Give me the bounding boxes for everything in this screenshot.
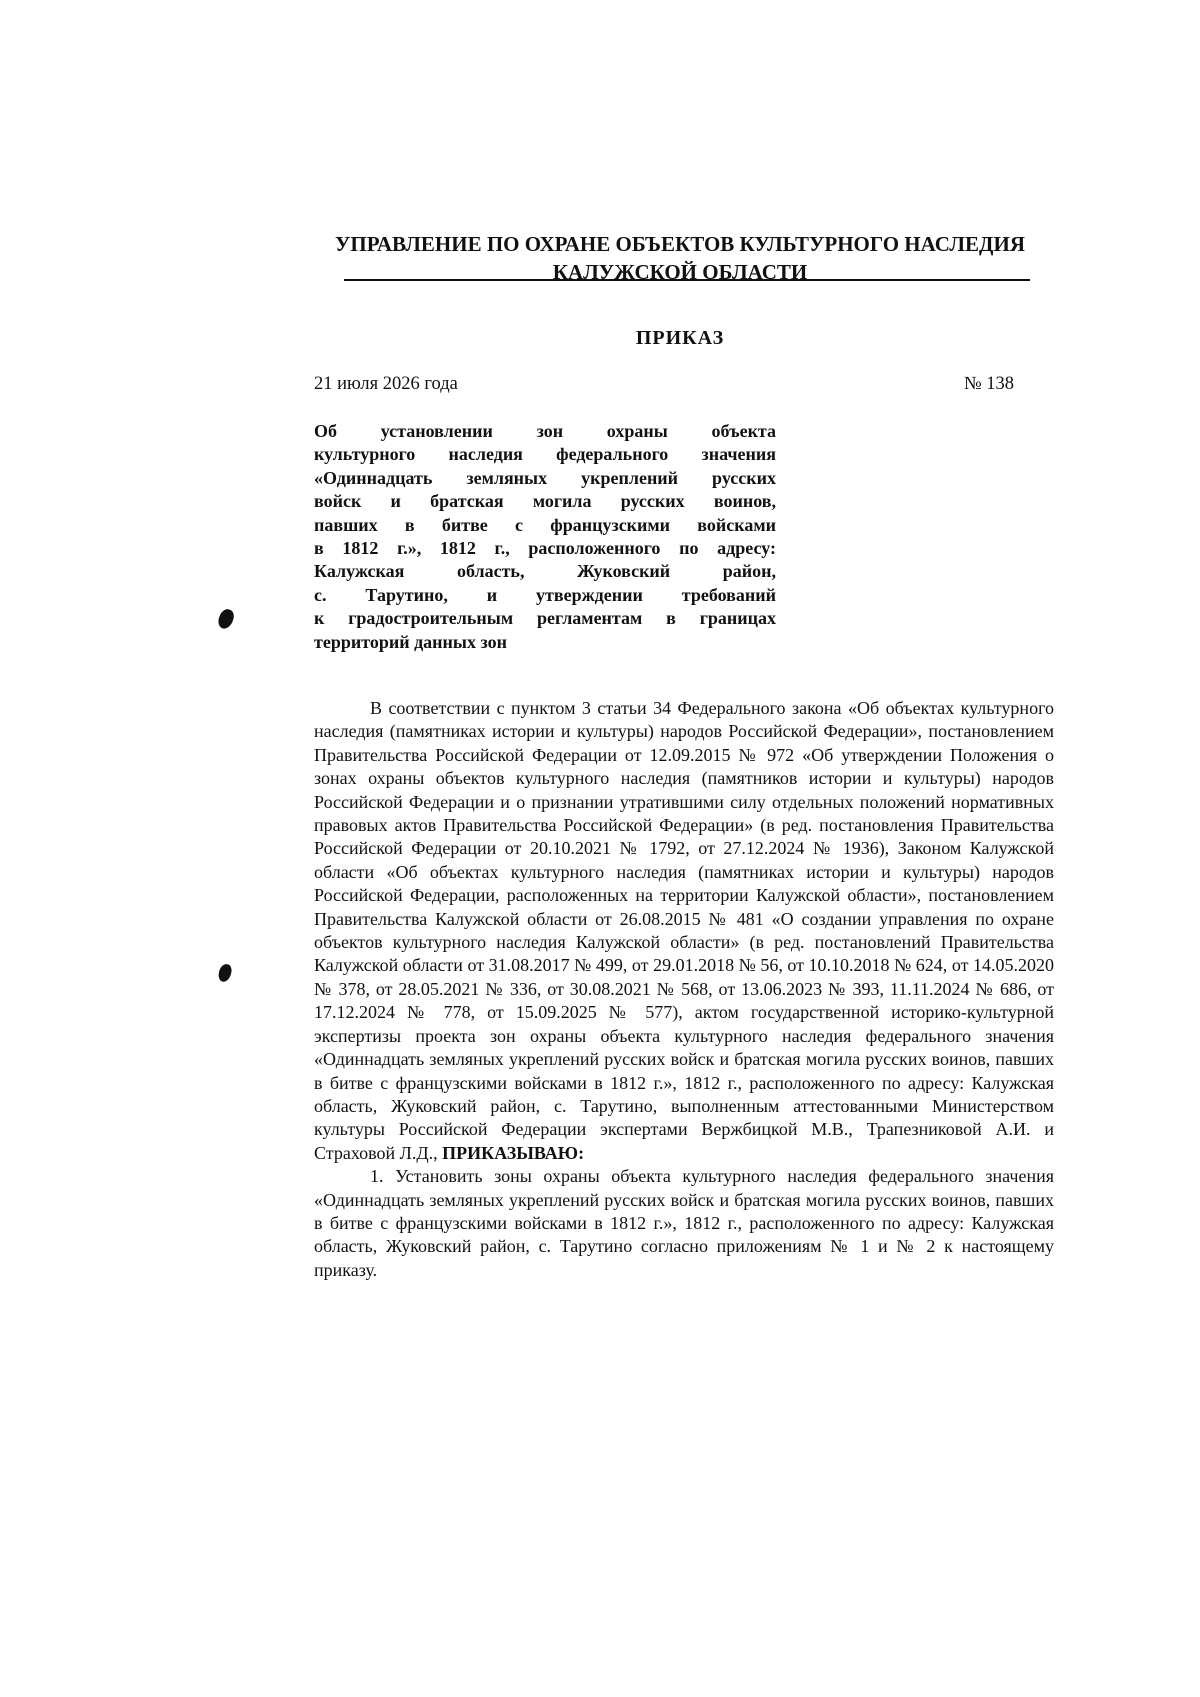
order-item-1: 1. Установить зоны охраны объекта культурного наследия федерального значения «Одиннадцать земляных укреплений русских войск и братская могила русских воинов, павших в битве с французскими войсками в 1812 г.», 1812 г., расположенного по адресу: Калужская область, Жуковский район, с. Тарутино согласно приложениям № 1 и № 2 к настоящему приказу. [314,1166,1054,1280]
order-word: ПРИКАЗЫВАЮ: [442,1142,585,1163]
punch-hole-mark [216,607,236,631]
document-date: 21 июля 2026 года [314,374,458,394]
preamble-paragraph [314,697,1054,1165]
subject-line: с. Тарутино, и утверждении требований [314,584,776,605]
authority-line-2: КАЛУЖСКОЙ ОБЛАСТИ [552,260,808,284]
subject-line: к градостроительным регламентам в границах [314,608,776,629]
subject-line: павших в битве с французскими войсками [314,514,776,535]
authority-line-1: УПРАВЛЕНИЕ ПО ОХРАНЕ ОБЪЕКТОВ КУЛЬТУРНОГО НАСЛЕДИЯ [335,232,1025,256]
document-number: № 138 [964,374,1015,394]
subject-line: войск и братская могила русских воинов, [314,491,776,512]
document-body [314,697,1054,1282]
preamble-text: В соответствии с пунктом 3 статьи 34 Федерального закона «Об объектах культурного наследия (памятниках истории и культуры) народов Российской Федерации», постановлением Правительства Российской Федерации от 12.09.2015 № 972 «Об утверждении Положения о зонах охраны объектов культурного наследия (памятников истории и культуры) народов Российской Федерации и о признании утратившими силу отдельных положений нормативных правовых актов Правительства Российской Федерации» (в ред. постановления Правительства Российской Федерации от 20.10.2021 № 1792, от 27.12.2024 № 1936), Законом Калужской области «Об объектах культурного наследия (памятниках истории и культуры) народов Российской Федерации, расположенных на территории Калужской области», постановлением Правительства Калужской области от 26.08.2015 № 481 «О создании управления по охране объектов культурного наследия Калужской области» (в ред. постановлений Правительства Калужской области от 31.08.2017 № 499, от 29.01.2018 № 56, от 10.10.2018 № 624, от 14.05.2020 № 378, от 28.05.2021 № 336, от 30.08.2021 № 568, от 13.06.2023 № 393, 11.11.2024 № 686, от 17.12.2024 № 778, от 15.09.2025 № 577), актом государственной историко-культурной экспертизы проекта зон охраны объекта культурного наследия федерального значения «Одиннадцать земляных укреплений русских войск и братская могила русских воинов, павших в битве с французскими войсками в 1812 г.», 1812 г., расположенного по адресу: Калужская область, Жуковский район, с. Тарутино, выполненным аттестованными Министерством культуры Российской Федерации экспертами Вержбицкой М.В., Трапезниковой А.И. и Страховой Л.Д., [314,698,1054,1163]
document-type-title: ПРИКАЗ [635,327,725,349]
subject-line: в 1812 г.», 1812 г., расположенного по адресу: [314,538,776,559]
punch-hole-mark [217,963,233,983]
subject-line: Об установлении зон охраны объекта [314,421,776,441]
subject-line: «Одиннадцать земляных укреплений русских [314,467,776,488]
header-underline [344,279,1030,281]
issuing-authority [330,230,1030,286]
subject-line: культурного наследия федерального значения [314,444,776,465]
document-subject [314,420,776,654]
subject-line: территорий данных зон [314,631,507,652]
subject-line: Калужская область, Жуковский район, [314,561,776,582]
